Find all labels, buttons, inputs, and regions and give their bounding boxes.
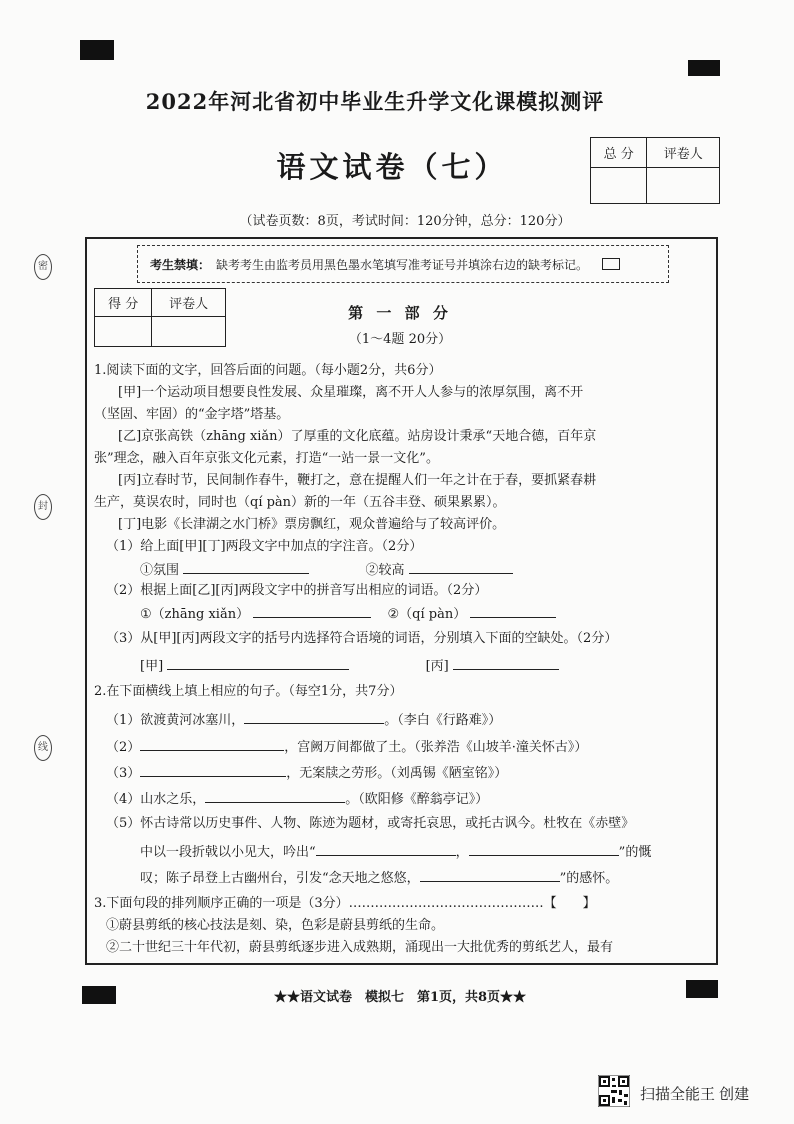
q1-sub3-b-blank[interactable] (453, 656, 559, 670)
q1-sub3-a-blank[interactable] (167, 656, 349, 670)
q2-item (106, 763, 507, 783)
absent-mark-box[interactable] (602, 258, 620, 270)
q1-sub3-b-label: [丙] (425, 659, 449, 674)
q2-item-text: （4）山水之乐， (106, 792, 206, 807)
q1-sub2-b-blank[interactable] (470, 604, 556, 618)
q1-sub1-b-label: ②较高 (365, 563, 405, 578)
q1-sub2-b-label: ②（qí pàn） (387, 607, 467, 622)
binding-mark-1: 密 (34, 254, 52, 280)
q1-sub2-a-label: ①（zhāng xiǎn） (140, 607, 250, 622)
q3-sentence: ①蔚县剪纸的核心技法是刻、染，色彩是蔚县剪纸的生命。 (106, 918, 445, 933)
q2-blank[interactable] (140, 737, 284, 751)
registration-mark-top-right (688, 60, 720, 76)
q2-blank[interactable] (244, 710, 384, 724)
total-score-table (590, 137, 720, 204)
part-subtitle: （1～4题 20分） (348, 332, 452, 347)
binding-mark-3: 线 (34, 735, 52, 761)
section-grader-label: 评卷人 (152, 289, 226, 317)
q2-item (106, 737, 587, 757)
absent-notice (137, 245, 669, 283)
q2-item-text: ，宫阙万间都做了土。（张养浩《山坡羊·潼关怀古》） (284, 740, 588, 755)
q2-blank[interactable] (205, 789, 345, 803)
q1-passage-line: [乙]京张高铁（zhāng xiǎn）了厚重的文化底蕴。站房设计秉承“天地合德，百年京 (118, 429, 597, 444)
q1-passage-line: [丁]电影《长津湖之水门桥》票房飘红，观众普遍给与了较高评价。 (118, 517, 506, 532)
q1-passage-line: [丙]立春时节，民间制作春牛，鞭打之，意在提醒人们一年之计在于春，要抓紧春耕 (118, 473, 597, 488)
q3-stem: 3.下面句段的排列顺序正确的一项是（3分）………………………………………【 】 (94, 896, 596, 911)
q2-item: （5）怀古诗常以历史事件、人物、陈迹为题材，或寄托哀思，或托古讽今。杜牧在《赤壁》 (106, 816, 635, 831)
q2-item-text: ”的慨 (618, 845, 652, 860)
q1-sub2: （2）根据上面[乙][丙]两段文字中的拼音写出相应的词语。（2分） (106, 583, 488, 598)
q2-item (106, 710, 501, 730)
q1-stem: 1.阅读下面的文字，回答后面的问题。（每小题2分，共6分） (94, 363, 442, 378)
total-score-label: 总 分 (591, 138, 647, 168)
q2-item-text: （1）欲渡黄河冰塞川， (106, 713, 245, 728)
q2-item-text: 。（李白《行路难》） (384, 713, 502, 728)
q1-sub3: （3）从[甲][丙]两段文字的括号内选择符合语境的词语，分别填入下面的空缺处。（2分） (106, 631, 618, 646)
q1-passage-line: 张”理念，融入百年京张文化元素，打造“一站一景一文化”。 (94, 451, 439, 466)
q1-sub2-a-blank[interactable] (253, 604, 371, 618)
exam-title: 2022年河北省初中毕业生升学文化课模拟测评 (145, 89, 605, 114)
q2-item-text: ”的感怀。 (559, 871, 619, 886)
exam-subtitle: 语文试卷（七） (276, 150, 508, 184)
q2-item (106, 789, 488, 809)
q1-passage-line: （坚固、牢固）的“金字塔”塔基。 (94, 407, 290, 422)
exam-meta: （试卷页数：8页，考试时间：120分钟，总分：120分） (239, 214, 571, 229)
registration-mark-bottom-right (686, 980, 718, 998)
q2-item-text: ， (455, 845, 469, 860)
q2-item-text: （3） (106, 766, 141, 781)
binding-mark-2: 封 (34, 494, 52, 520)
q2-item-text: 中以一段折戟以小见大，吟出“ (140, 845, 316, 860)
notice-text: 缺考考生由监考员用黑色墨水笔填写准考证号并填涂右边的缺考标记。 (216, 257, 589, 272)
q1-sub2-answers (140, 604, 556, 624)
q1-sub1-a-label: ①氛围 (140, 563, 180, 578)
q2-item-text: （2） (106, 740, 141, 755)
q2-item (140, 842, 651, 862)
q2-item (140, 868, 618, 888)
q2-stem: 2.在下面横线上填上相应的句子。（每空1分，共7分） (94, 684, 403, 699)
q2-blank[interactable] (420, 868, 560, 882)
section-grader-cell[interactable] (152, 317, 226, 347)
registration-mark-top-left (80, 40, 114, 60)
q1-sub1: （1）给上面[甲][丁]两段文字中加点的字注音。（2分） (106, 539, 423, 554)
qr-code-icon (598, 1075, 630, 1107)
q1-sub1-answers (140, 560, 513, 580)
q1-passage-line: [甲]一个运动项目想要良性发展、众星璀璨，离不开人人参与的浓厚氛围，离不开 (118, 385, 584, 400)
q2-blank[interactable] (469, 842, 619, 856)
notice-label: 考生禁填： (150, 257, 211, 272)
section-score-cell[interactable] (95, 317, 152, 347)
part-title: 第 一 部 分 (348, 304, 452, 322)
q1-sub1-a-blank[interactable] (183, 560, 309, 574)
q2-blank[interactable] (316, 842, 456, 856)
total-score-cell[interactable] (591, 168, 647, 204)
registration-mark-bottom-left (82, 986, 116, 1004)
q2-item-text: ，无案牍之劳形。（刘禹锡《陋室铭》） (286, 766, 508, 781)
total-grader-label: 评卷人 (647, 138, 720, 168)
q1-sub3-answers (140, 656, 559, 676)
scanner-brand-text: 扫描全能王 创建 (640, 1086, 750, 1103)
q1-sub3-a-label: [甲] (140, 659, 164, 674)
total-grader-cell[interactable] (647, 168, 720, 204)
q2-item-text: 。（欧阳修《醉翁亭记》） (345, 792, 489, 807)
section-score-table (94, 288, 226, 347)
q2-item-text: 叹；陈子昂登上古幽州台，引发“念天地之悠悠， (140, 871, 420, 886)
section-score-label: 得 分 (95, 289, 152, 317)
page-footer: ★★语文试卷 模拟七 第1页，共8页★★ (273, 990, 527, 1005)
q1-sub1-b-blank[interactable] (409, 560, 513, 574)
q3-sentence: ②二十世纪三十年代初，蔚县剪纸逐步进入成熟期，涌现出一大批优秀的剪纸艺人，最有 (106, 940, 614, 955)
q1-passage-line: 生产，莫误农时，同时也（qí pàn）新的一年（五谷丰登、硕果累累）。 (94, 495, 506, 510)
q2-blank[interactable] (140, 763, 286, 777)
